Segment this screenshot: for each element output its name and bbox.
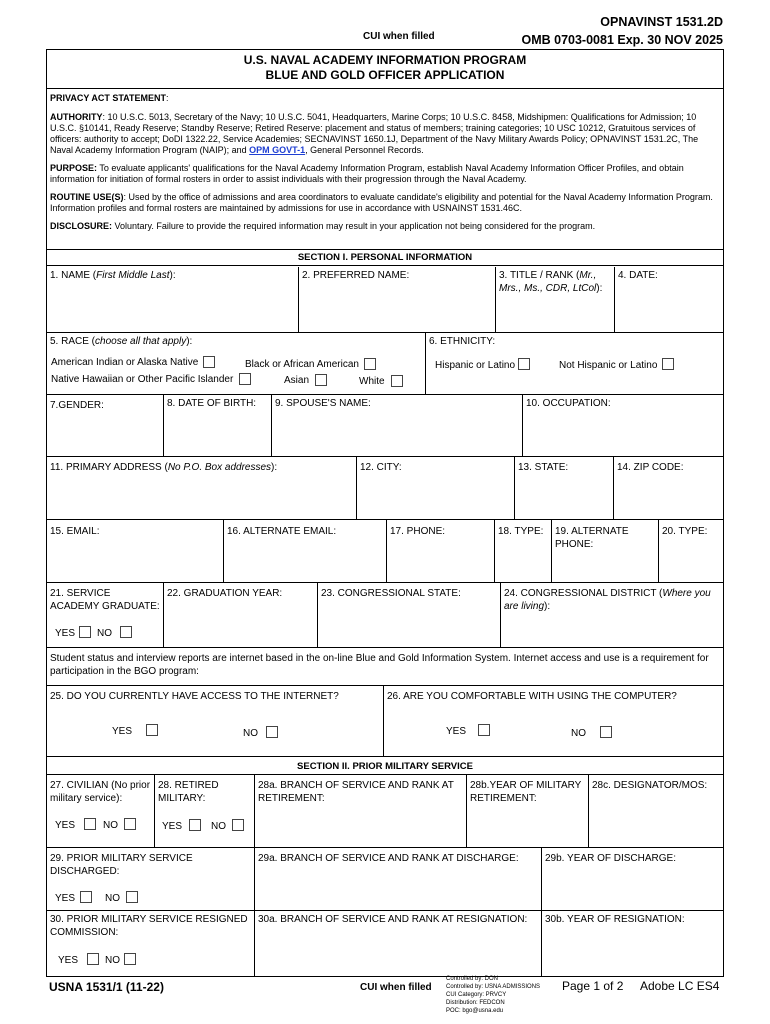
- ethnicity-field: 6. ETHNICITY:: [426, 333, 723, 395]
- no-label: NO: [243, 728, 258, 739]
- graduation-year-field[interactable]: 22. GRADUATION YEAR:: [164, 583, 318, 648]
- no-label: NO: [97, 628, 112, 639]
- race-option-label: Asian: [284, 375, 310, 386]
- cui-control-block: Controlled by: DON Controlled by: USNA ADMISSIONS CUI Category: PRVCY Distribution: FEDCON POC: bgo@usna.edu: [446, 976, 541, 1014]
- congressional-district-field[interactable]: 24. CONGRESSIONAL DISTRICT (Where you are living):: [501, 583, 723, 648]
- race-pacific-islander-checkbox[interactable]: [239, 373, 251, 385]
- no-label: NO: [211, 821, 226, 832]
- occupation-field[interactable]: 10. OCCUPATION:: [523, 395, 723, 457]
- resigned-commission-field: 30. PRIOR MILITARY SERVICE RESIGNED COMMISSION:: [47, 911, 255, 977]
- academy-graduate-yes-checkbox[interactable]: [79, 626, 91, 638]
- no-label: NO: [105, 893, 120, 904]
- page-number: Page 1 of 2: [562, 979, 624, 993]
- form-reference: OPNAVINST 1531.2D: [600, 15, 723, 29]
- resignation-year-field[interactable]: 30b. YEAR OF RESIGNATION:: [545, 914, 685, 925]
- race-white-checkbox[interactable]: [391, 375, 403, 387]
- yes-label: YES: [446, 726, 467, 737]
- race-option-label: White: [359, 376, 385, 387]
- race-option-label: Native Hawaiian or Other Pacific Islander: [51, 374, 234, 385]
- ethnicity-option-label: Not Hispanic or Latino: [559, 360, 658, 371]
- retirement-year-field[interactable]: 28b.YEAR OF MILITARY RETIREMENT:: [467, 775, 589, 848]
- date-field[interactable]: 4. DATE:: [615, 267, 723, 333]
- ethnicity-option-label: Hispanic or Latino: [435, 360, 516, 371]
- alternate-phone-field[interactable]: 19. ALTERNATE PHONE:: [552, 520, 659, 583]
- date-of-birth-field[interactable]: 8. DATE OF BIRTH:: [164, 395, 272, 457]
- spouse-name-field[interactable]: 9. SPOUSE'S NAME:: [272, 395, 523, 457]
- race-option-label: Black or African American: [245, 359, 359, 370]
- phone-type-field[interactable]: 18. TYPE:: [495, 520, 552, 583]
- student-status-note: Student status and interview reports are internet based in the on-line Blue and Gold Information System. Internet access and use is a requirement for participation in the BGO program:: [47, 648, 723, 686]
- cui-top: CUI when filled: [363, 31, 435, 42]
- email-field[interactable]: 15. EMAIL:: [47, 520, 224, 583]
- civilian-field: 27. CIVILIAN (No prior military service):: [47, 775, 155, 848]
- race-black-checkbox[interactable]: [364, 358, 376, 370]
- internet-access-yes-checkbox[interactable]: [146, 724, 158, 736]
- yes-label: YES: [55, 820, 76, 831]
- discharged-yes-checkbox[interactable]: [80, 891, 92, 903]
- computer-comfort-no-checkbox[interactable]: [600, 726, 612, 738]
- zip-code-field[interactable]: 14. ZIP CODE:: [614, 457, 723, 520]
- yes-label: YES: [112, 726, 133, 737]
- retired-military-field: 28. RETIRED MILITARY:: [155, 775, 255, 848]
- race-field: 5. RACE (choose all that apply):: [47, 333, 426, 395]
- hispanic-checkbox[interactable]: [518, 358, 530, 370]
- computer-comfort-question: 26. ARE YOU COMFORTABLE WITH USING THE COMPUTER?: [384, 686, 723, 757]
- privacy-statement: PRIVACY ACT STATEMENT: AUTHORITY: 10 U.S.C. 5013, Secretary of the Navy; 10 U.S.C. 5041, Headquarters, Marine Corps; 10 U.S.C. 8458, Midshipmen: Qualifications for Admission; 10 U.S.C. §10141, Ready Reserve; Standby Reserve; Retired Reserve: placement and status of members; training categories; 10 USC 10212, Gratuitous services of officers: authority to accept; DoDI 1322.22, Service Academies; SECNAVINST 1650.1J, Department of the Navy Military Awards Policy; OPNAVINST 1531.2C, The Naval Academy Information Program (NAIP); and OPM GOVT-1, General Personnel Records. PURPOSE: To evaluate applicants' qualifications for the Naval Academy Information Program, establish Naval Academy Information Officer Profiles, and obtain information for initiation of formal rosters in order to assist individuals with their progression through the Naval Academy. ROUTINE USE(S): Used by the office of admissions and area coordinators to evaluate candidate's eligibility and potential for the Naval Academy Information Program. Information profiles and formal rosters are maintained by admissions for use in accordance with USNAINST 1531.46C. DISCLOSURE: Voluntary. Failure to provide the required information may result in your application not being considered for the program.: [50, 93, 713, 231]
- civilian-no-checkbox[interactable]: [124, 818, 136, 830]
- computer-comfort-yes-checkbox[interactable]: [478, 724, 490, 736]
- no-label: NO: [105, 955, 120, 966]
- retirement-branch-rank-field[interactable]: 28a. BRANCH OF SERVICE AND RANK AT RETIREMENT:: [255, 775, 467, 848]
- resigned-no-checkbox[interactable]: [124, 953, 136, 965]
- form-number: USNA 1531/1 (11-22): [49, 980, 164, 994]
- academy-graduate-no-checkbox[interactable]: [120, 626, 132, 638]
- yes-label: YES: [55, 893, 76, 904]
- resigned-yes-checkbox[interactable]: [87, 953, 99, 965]
- divider: [47, 88, 723, 89]
- race-option-label: American Indian or Alaska Native: [51, 357, 199, 368]
- internet-access-question: 25. DO YOU CURRENTLY HAVE ACCESS TO THE INTERNET?: [47, 686, 384, 757]
- no-label: NO: [571, 728, 586, 739]
- discharged-no-checkbox[interactable]: [126, 891, 138, 903]
- academy-graduate-field: 21. SERVICE ACADEMY GRADUATE:: [47, 583, 164, 648]
- resignation-branch-rank-field[interactable]: 30a. BRANCH OF SERVICE AND RANK AT RESIGNATION:: [255, 911, 542, 977]
- preferred-name-field[interactable]: 2. PREFERRED NAME:: [299, 267, 496, 333]
- internet-access-no-checkbox[interactable]: [266, 726, 278, 738]
- retired-yes-checkbox[interactable]: [189, 819, 201, 831]
- city-field[interactable]: 12. CITY:: [357, 457, 515, 520]
- alternate-email-field[interactable]: 16. ALTERNATE EMAIL:: [224, 520, 387, 583]
- name-field[interactable]: 1. NAME (First Middle Last):: [47, 267, 299, 333]
- not-hispanic-checkbox[interactable]: [662, 358, 674, 370]
- congressional-state-field[interactable]: 23. CONGRESSIONAL STATE:: [318, 583, 501, 648]
- yes-label: YES: [58, 955, 79, 966]
- omb-number: OMB 0703-0081 Exp. 30 NOV 2025: [521, 33, 723, 47]
- race-asian-checkbox[interactable]: [315, 374, 327, 386]
- race-american-indian-checkbox[interactable]: [203, 356, 215, 368]
- section1-heading: SECTION I. PERSONAL INFORMATION: [47, 250, 723, 266]
- yes-label: YES: [162, 821, 183, 832]
- retired-no-checkbox[interactable]: [232, 819, 244, 831]
- yes-label: YES: [55, 628, 76, 639]
- section2-heading: SECTION II. PRIOR MILITARY SERVICE: [47, 758, 723, 775]
- alternate-phone-type-field[interactable]: 20. TYPE:: [659, 520, 723, 583]
- opm-govt-link[interactable]: OPM GOVT-1: [249, 145, 306, 155]
- civilian-yes-checkbox[interactable]: [84, 818, 96, 830]
- discharged-field: 29. PRIOR MILITARY SERVICE DISCHARGED:: [47, 848, 255, 911]
- discharge-year-field[interactable]: 29b. YEAR OF DISCHARGE:: [542, 848, 723, 911]
- gender-field[interactable]: 7.GENDER:: [47, 395, 164, 457]
- state-field[interactable]: 13. STATE:: [515, 457, 614, 520]
- no-label: NO: [103, 820, 118, 831]
- phone-field[interactable]: 17. PHONE:: [387, 520, 495, 583]
- form-title: U.S. NAVAL ACADEMY INFORMATION PROGRAM BLUE AND GOLD OFFICER APPLICATION: [243, 53, 527, 82]
- cui-bottom: CUI when filled: [360, 982, 432, 993]
- discharge-branch-rank-field[interactable]: 29a. BRANCH OF SERVICE AND RANK AT DISCHARGE:: [255, 848, 542, 911]
- designator-mos-field[interactable]: 28c. DESIGNATOR/MOS:: [589, 775, 723, 848]
- adobe-version: Adobe LC ES4: [640, 979, 720, 993]
- primary-address-field[interactable]: 11. PRIMARY ADDRESS (No P.O. Box addresses):: [47, 457, 357, 520]
- title-rank-field[interactable]: 3. TITLE / RANK (Mr., Mrs., Ms., CDR, LtCol):: [496, 267, 615, 333]
